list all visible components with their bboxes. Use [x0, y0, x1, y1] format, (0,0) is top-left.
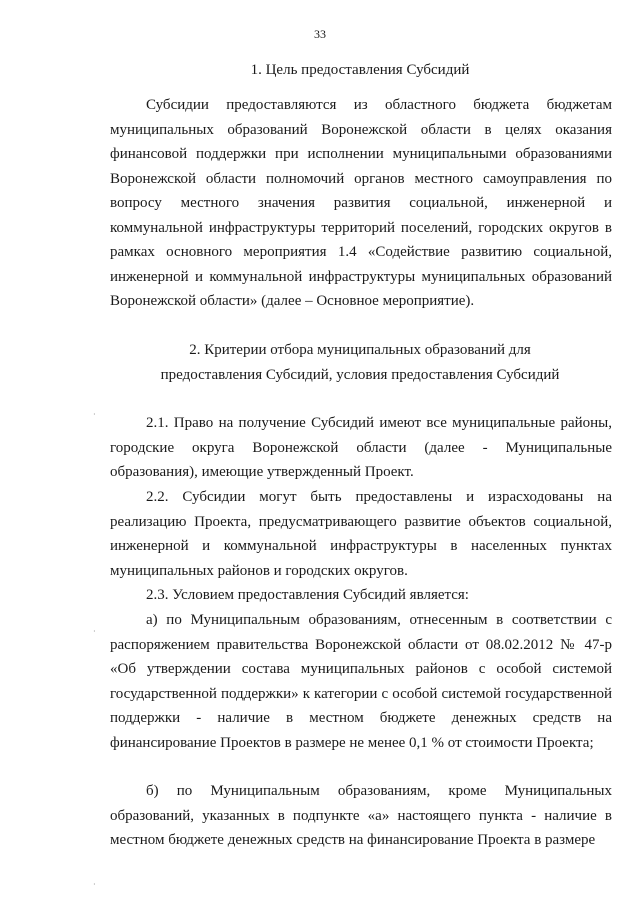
- paragraph-2-1: 2.1. Право на получение Субсидий имеют все муниципальные районы, городские округа Воронежской области (далее - Муниципальные образования), имеющие утвержденный Проект.: [110, 415, 612, 480]
- section-2-title-line-1: 2. Критерии отбора муниципальных образований для: [189, 342, 531, 358]
- scan-mark: ·: [93, 880, 96, 889]
- scan-mark: ·: [93, 410, 96, 419]
- page-number: 33: [314, 27, 326, 41]
- scan-mark: ·: [93, 627, 96, 636]
- paragraph-2-2: 2.2. Субсидии могут быть предоставлены и израсходованы на реализацию Проекта, предусматривающего развитие объектов социальной, инженерной и коммунальной инфраструктуры в населенных пунктах муниципальных районов и городских округов.: [110, 489, 612, 579]
- paragraph-2-3-a: а) по Муниципальным образованиям, отнесенным в соответствии с распоряжением правительства Воронежской области от 08.02.2012 № 47-р «Об утверждении состава муниципальных районов с особой системой государственной поддержки» к категории с особой системой государственной поддержки - наличие в местном бюджете денежных средств на финансирование Проектов в размере не менее 0,1 % от стоимости Проекта;: [110, 612, 612, 751]
- section-1-paragraph: Субсидии предоставляются из областного бюджета бюджетам муниципальных образований Воронежской области в целях оказания финансовой поддержки при исполнении муниципальными образованиями Воронежской области полномочий органов местного самоуправления по вопросу местного значения развития социальной, инженерной и коммунальной инфраструктуры территорий поселений, городских округов в рамках основного мероприятия 1.4 «Содействие развитию социальной, инженерной и коммунальной инфраструктуры муниципальных образований Воронежской области» (далее – Основное мероприятие).: [110, 97, 612, 309]
- paragraph-2-3-b: б) по Муниципальным образованиям, кроме Муниципальных образований, указанных в подпункте «а» настоящего пункта - наличие в местном бюджете денежных средств на финансирование Проекта в размере: [110, 783, 612, 848]
- section-1-title: 1. Цель предоставления Субсидий: [250, 62, 470, 78]
- section-2-title-line-2: предоставления Субсидий, условия предоставления Субсидий: [160, 367, 560, 383]
- paragraph-2-3: 2.3. Условием предоставления Субсидий является:: [146, 587, 469, 603]
